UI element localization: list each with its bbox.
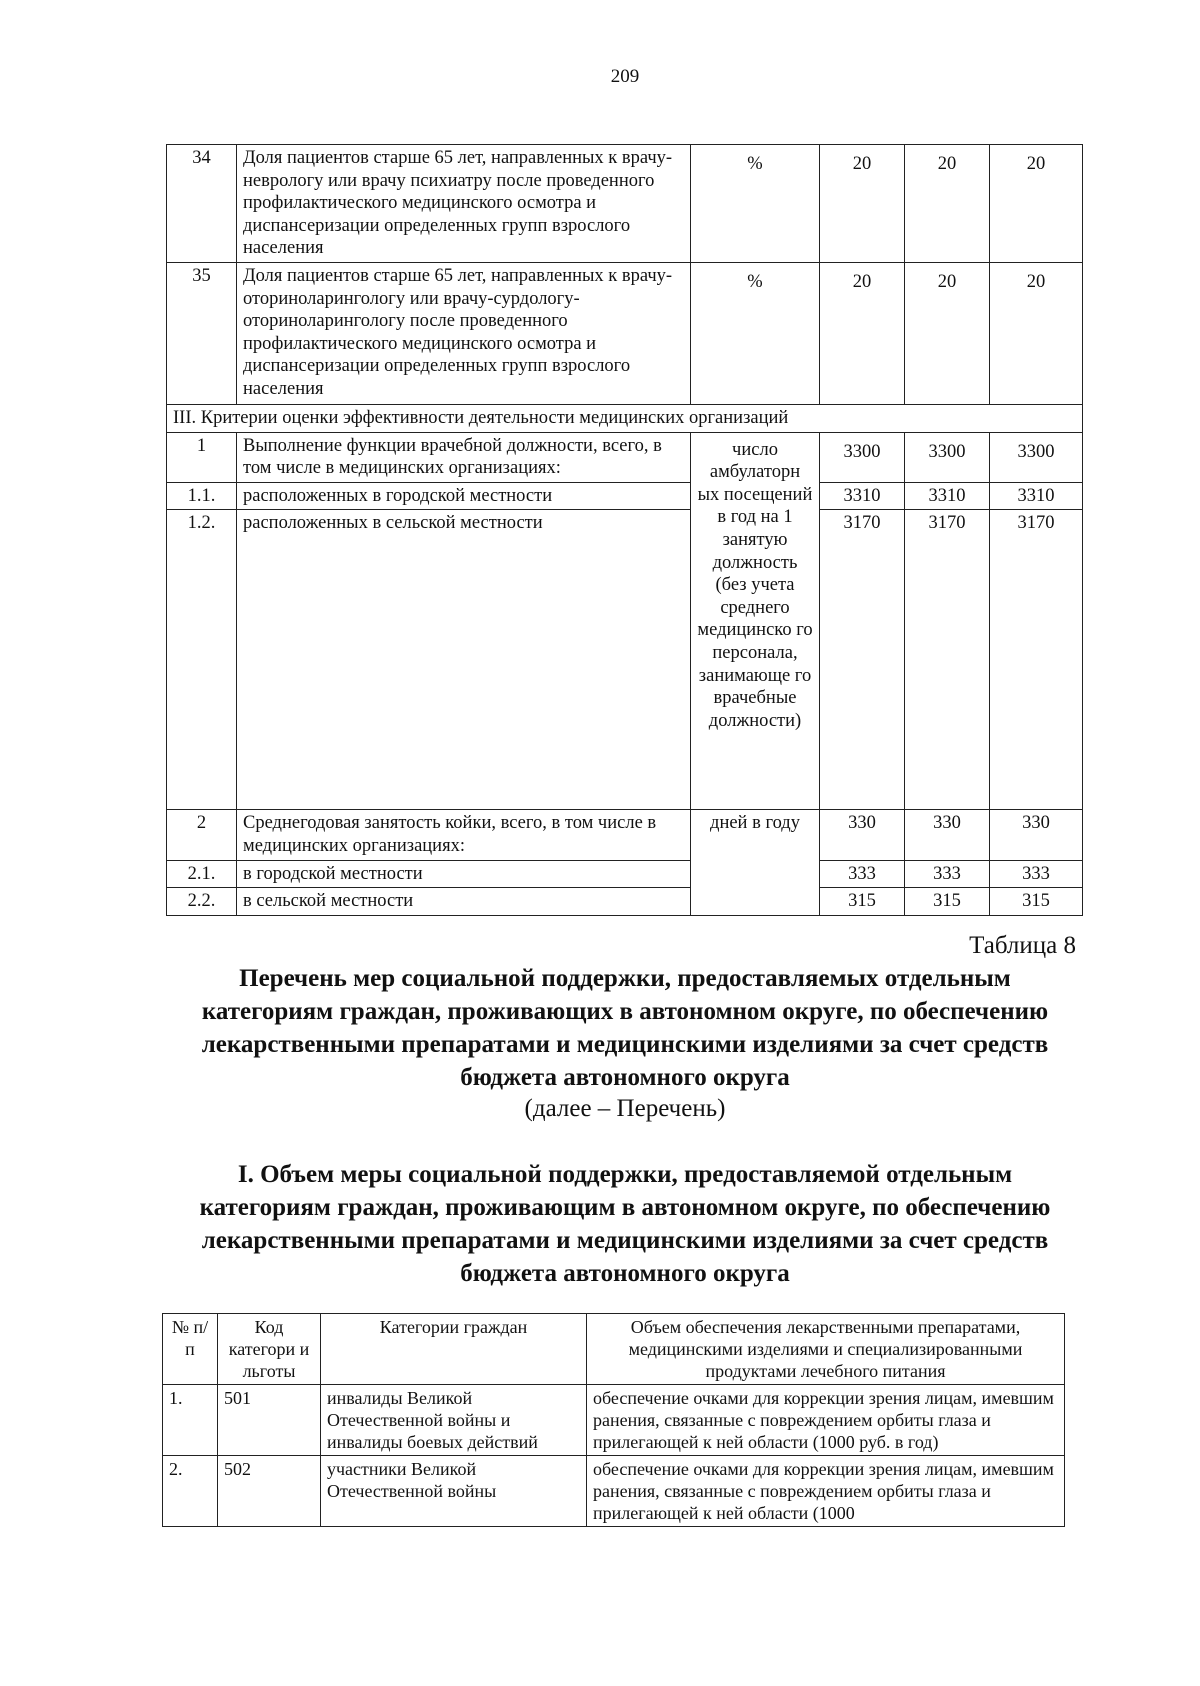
table-row	[167, 510, 1083, 810]
table-row	[167, 810, 1083, 860]
page-number: 209	[610, 66, 640, 87]
unit-cell: %	[691, 262, 820, 404]
value-cell: 333	[905, 860, 990, 888]
value-cell: 330	[990, 810, 1083, 860]
value-cell: 315	[820, 888, 905, 916]
section-title	[0, 1158, 1200, 1290]
row-number: 1.1.	[167, 482, 237, 510]
value-cell: 20	[990, 145, 1083, 263]
support-measures-table	[162, 1313, 1065, 1527]
category-code: 502	[218, 1456, 321, 1527]
volume-text: обеспечение очками для коррекции зрения лицам, имевшим ранения, связанные с повреждением орбиты глаза и прилегающей к ней области (1000	[587, 1456, 1065, 1527]
section-header-row	[167, 404, 1083, 432]
table-row	[167, 888, 1083, 916]
value-cell: 315	[990, 888, 1083, 916]
column-header: Категории граждан	[321, 1314, 587, 1385]
table-label: Таблица 8	[969, 932, 1076, 959]
value-cell: 20	[820, 145, 905, 263]
value-cell: 3170	[820, 510, 905, 810]
column-header: Объем обеспечения лекарственными препаратами, медицинскими изделиями и специализированными продуктами лечебного питания	[587, 1314, 1065, 1385]
value-cell: 3300	[905, 432, 990, 482]
row-number: 1.	[163, 1385, 218, 1456]
indicator-text: Доля пациентов старше 65 лет, направленных к врачу-неврологу или врачу психиатру после проведенного профилактического медицинского осмотра и диспансеризации определенных групп взрослого населения	[237, 145, 691, 263]
criteria-table	[166, 144, 1083, 916]
indicator-text: расположенных в городской местности	[237, 482, 691, 510]
value-cell: 20	[990, 262, 1083, 404]
value-cell: 3310	[820, 482, 905, 510]
table-row	[167, 432, 1083, 482]
value-cell: 333	[990, 860, 1083, 888]
row-number: 1.2.	[167, 510, 237, 810]
unit-cell: дней в году	[691, 810, 820, 915]
section-title-text: I. Объем меры социальной поддержки, предоставляемой отдельным категориям граждан, проживающим в автономном округе, по обеспечению лекарственными препаратами и медицинскими изделиями за счет средств бюджета автономного округа	[199, 1161, 1051, 1287]
table-title-text: Перечень мер социальной поддержки, предоставляемых отдельным категориям граждан, проживающих в автономном округе, по обеспечению лекарственными препаратами и медицинскими изделиями за счет средств бюджета автономного округа	[201, 965, 1049, 1091]
value-cell: 3300	[820, 432, 905, 482]
value-cell: 20	[820, 262, 905, 404]
column-header: № п/п	[163, 1314, 218, 1385]
row-number: 2	[167, 810, 237, 860]
unit-cell: %	[691, 145, 820, 263]
value-cell: 333	[820, 860, 905, 888]
value-cell: 3170	[905, 510, 990, 810]
value-cell: 315	[905, 888, 990, 916]
column-header: Код категори и льготы	[218, 1314, 321, 1385]
table-title	[0, 962, 1200, 1094]
volume-text: обеспечение очками для коррекции зрения лицам, имевшим ранения, связанные с повреждением орбиты глаза и прилегающей к ней области (1000 руб. в год)	[587, 1385, 1065, 1456]
indicator-text: расположенных в сельской местности	[237, 510, 691, 810]
value-cell: 3170	[990, 510, 1083, 810]
table-row	[167, 262, 1083, 404]
row-number: 2.2.	[167, 888, 237, 916]
indicator-text: Среднегодовая занятость койки, всего, в том числе в медицинских организациях:	[237, 810, 691, 860]
value-cell: 330	[905, 810, 990, 860]
value-cell: 3310	[905, 482, 990, 510]
row-number: 2.1.	[167, 860, 237, 888]
indicator-text: в сельской местности	[237, 888, 691, 916]
category-name: инвалиды Великой Отечественной войны и инвалиды боевых действий	[321, 1385, 587, 1456]
row-number: 1	[167, 432, 237, 482]
row-number: 35	[167, 262, 237, 404]
table-subtitle: (далее – Перечень)	[524, 1095, 726, 1122]
value-cell: 330	[820, 810, 905, 860]
category-code: 501	[218, 1385, 321, 1456]
table-row	[163, 1385, 1065, 1456]
value-cell: 3310	[990, 482, 1083, 510]
table-row	[167, 145, 1083, 263]
table-row	[163, 1456, 1065, 1527]
indicator-text: Выполнение функции врачебной должности, всего, в том числе в медицинских организациях:	[237, 432, 691, 482]
row-number: 34	[167, 145, 237, 263]
section-title: III. Критерии оценки эффективности деятельности медицинских организаций	[167, 404, 1083, 432]
value-cell: 20	[905, 262, 990, 404]
row-number: 2.	[163, 1456, 218, 1527]
value-cell: 20	[905, 145, 990, 263]
table-row	[167, 482, 1083, 510]
category-name: участники Великой Отечественной войны	[321, 1456, 587, 1527]
indicator-text: в городской местности	[237, 860, 691, 888]
table-row	[167, 860, 1083, 888]
unit-cell: число амбулаторн ых посещений в год на 1 занятую должность (без учета среднего медицинско го персонала, занимающе го врачебные должности)	[691, 432, 820, 810]
table-header-row	[163, 1314, 1065, 1385]
indicator-text: Доля пациентов старше 65 лет, направленных к врачу-оториноларингологу или врачу-сурдологу-оториноларингологу после проведенного профилактического медицинского осмотра и диспансеризации определенных групп взрослого населения	[237, 262, 691, 404]
value-cell: 3300	[990, 432, 1083, 482]
